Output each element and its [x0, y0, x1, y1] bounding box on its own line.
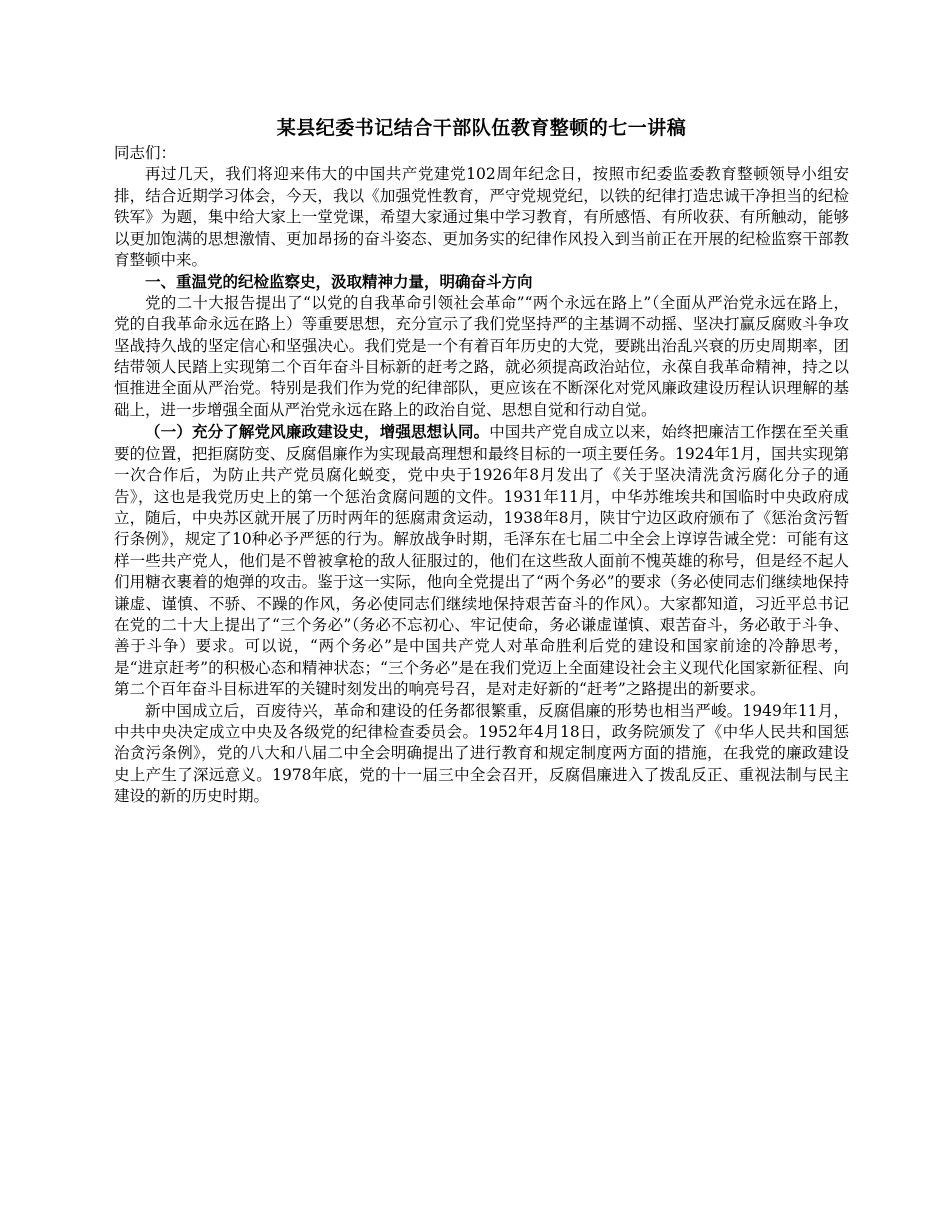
section-1-paragraph: 党的二十大报告提出了“以党的自我革命引领社会革命”“两个永远在路上”（全面从严治党永远在路上，党的自我革命永远在路上）等重要思想，充分宣示了我们党坚持严的主基调不动摇、坚决打赢反腐败斗争攻坚战持久战的坚定信心和坚强决心。我们党是一个有着百年历史的大党，要跳出治乱兴衰的历史周期率，团结带领人民踏上实现第二个百年奋斗目标新的赶考之路，就必须提高政治站位，永葆自我革命精神，持之以恒推进全面从严治党。特别是我们作为党的纪律部队，更应该在不断深化对党风廉政建设历程认识理解的基础上，进一步增强全面从严治党永远在路上的政治自觉、思想自觉和行动自觉。 — [114, 293, 849, 419]
salutation: 同志们： — [114, 144, 177, 162]
closing-paragraph: 新中国成立后，百废待兴，革命和建设的任务都很繁重，反腐倡廉的形势也相当严峻。1949年11月，中共中央决定成立中央及各级党的纪律检查委员会。1952年4月18日，政务院颁发了《中华人民共和国惩治贪污条例》，党的八大和八届二中全会明确提出了进行教育和规定制度两方面的措施，在我党的廉政建设史上产生了深远意义。1978年底，党的十一届三中全会召开，反腐倡廉进入了拨乱反正、重视法制与民主建设的新的历史时期。 — [114, 701, 849, 806]
subsection-1-text: 中国共产党自成立以来，始终把廉洁工作摆在至关重要的位置，把拒腐防变、反腐倡廉作为实现最高理想和最终目标的一项主要任务。1924年1月，国共实现第一次合作后，为防止共产党员腐化蜕变，党中央于1926年8月发出了《关于坚决清洗贪污腐化分子的通告》，这也是我党历史上的第一个惩治贪腐问题的文件。1931年11月，中华苏维埃共和国临时中央政府成立，随后，中央苏区就开展了历时两年的惩腐肃贪运动，1938年8月，陕甘宁边区政府颁布了《惩治贪污暂行条例》，规定了10种必予严惩的行为。解放战争时期，毛泽东在七届二中全会上谆谆告诫全党：可能有这样一些共产党人，他们是不曾被拿枪的敌人征服过的，他们在这些敌人面前不愧英雄的称号，但是经不起人们用糖衣裹着的炮弹的攻击。鉴于这一实际，他向全党提出了“两个务必”的要求（务必使同志们继续地保持谦虚、谨慎、不骄、不躁的作风，务必使同志们继续地保持艰苦奋斗的作风）。大家都知道，习近平总书记在党的二十大上提出了“三个务必”（务必不忘初心、牢记使命，务必谦虚谨慎、艰苦奋斗，务必敢于斗争、善于斗争）要求。可以说，“两个务必”是中国共产党人对革命胜利后党的建设和国家前途的冷静思考，是“进京赶考”的积极心态和精神状态；“三个务必”是在我们党迈上全面建设社会主义现代化国家新征程、向第二个百年奋斗目标进军的关键时刻发出的响亮号召，是对走好新的“赶考”之路提出的新要求。 — [114, 423, 849, 699]
subsection-1-paragraph — [114, 421, 849, 700]
subsection-1-heading: （一）充分了解党风廉政建设史，增强思想认同。 — [145, 422, 490, 442]
section-heading-1: 一、重温党的纪检监察史，汲取精神力量，明确奋斗方向 — [145, 272, 533, 292]
document-page — [114, 116, 849, 808]
intro-paragraph: 再过几天，我们将迎来伟大的中国共产党建党102周年纪念日，按照市纪委监委教育整顿领导小组安排，结合近期学习体会，今天，我以《加强党性教育，严守党规党纪，以铁的纪律打造忠诚干净担当的纪检铁军》为题，集中给大家上一堂党课，希望大家通过集中学习教育，有所感悟、有所收获、有所触动，能够以更加饱满的思想激情、更加昂扬的奋斗姿态、更加务实的纪律作风投入到当前正在开展的纪检监察干部教育整顿中来。 — [114, 165, 849, 270]
document-title: 某县纪委书记结合干部队伍教育整顿的七一讲稿 — [276, 117, 687, 139]
